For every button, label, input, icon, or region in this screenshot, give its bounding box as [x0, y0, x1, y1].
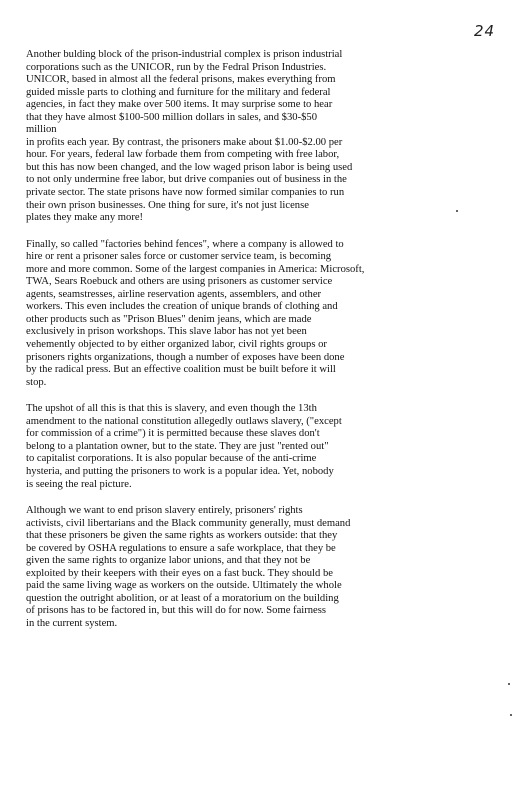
- paragraph-gap: [26, 491, 525, 505]
- paragraph-demands: Although we want to end prison slavery entirely, prisoners' rights activists, civil libertarians and the Black community generally, must demand that these prisoners be given the same rights as workers outside: that they be covered by OSHA regulations to ensure a safe workplace, that they be given the same rights to organize labor unions, and that they not be exploited by their keepers with their eyes on a fast buck. They should be paid the same living wage as workers on the outside. Ultimately the whole question the outright abolition, or at least of a moratorium on the building of prisons has to be factored in, but this will do for now. Some fairness in the current system.: [26, 505, 351, 629]
- page-number: 24: [474, 22, 496, 40]
- paragraph-factories-behind-fences: Finally, so called "factories behind fences", where a company is allowed to hire or rent a prisoner sales force or customer service team, is becoming more and more common. Some of the largest companies in America: Microsoft, TWA, Sears Roebuck and others are using prisoners as customer service agents, seamstresses, airline reservation agents, assemblers, and other workers. This even includes the creation of unique brands of clothing and other products such as "Prison Blues" denim jeans, which are made exclusively in prison workshops. This slave labor has not yet been vehemently objected to by either organized labor, civil rights groups or prisoners rights organizations, though a number of exposes have been done by the radical press. But an effective coalition must be built before it will stop.: [26, 238, 365, 388]
- paragraph-gap: [26, 389, 525, 403]
- scan-speck: [456, 210, 458, 212]
- scan-speck: [508, 683, 510, 685]
- paragraph-gap: [26, 225, 525, 239]
- scan-speck: [510, 714, 512, 716]
- paragraph-unicor: Another bulding block of the prison-industrial complex is prison industrial corporations such as the UNICOR, run by the Fedral Prison Industries. UNICOR, based in almost all the federal prisons, makes everything from guided missle parts to clothing and furniture for the military and federal agencies, in fact they make over 500 items. It may surprise some to hear that they have almost $100-500 million dollars in sales, and $30-$50 million in profits each year. By contrast, the prisoners make about $1.00-$2.00 per hour. For years, federal law forbade them from competing with free labor, but this has now been changed, and the low waged prison labor is being used to not only undermine free labor, but drive companies out of business in the private sector. The state prisons have now formed similar companies to run their own prison businesses. One thing for sure, it's not just license plates they make any more!: [26, 49, 353, 224]
- paragraph-slavery: The upshot of all this is that this is slavery, and even though the 13th amendment to the national constitution allegedly outlaws slavery, ("except for commission of a crime") it is permitted because these slaves don't belong to a plantation owner, but to the state. They are just "rented out" to capitalist corporations. It is also popular because of the anti-crime hysteria, and putting the prisoners to work is a popular idea. Yet, nobody is seeing the real picture.: [26, 403, 342, 490]
- body-text: [26, 49, 525, 631]
